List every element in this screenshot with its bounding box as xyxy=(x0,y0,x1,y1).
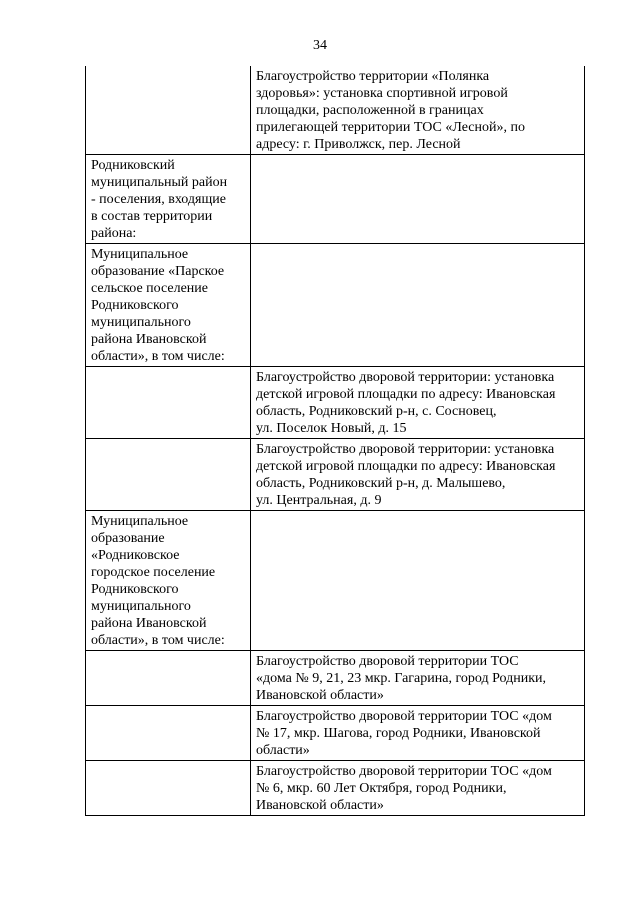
project-cell-line: Благоустройство дворовой территории: установка xyxy=(256,442,555,457)
project-cell-line: область, Родниковский р-н, с. Сосновец, xyxy=(256,404,497,419)
project-cell-line: детской игровой площадки по адресу: Ивановская xyxy=(256,459,556,474)
projects-table xyxy=(85,66,585,816)
project-cell-line: Ивановской области» xyxy=(256,798,384,813)
municipality-cell-line: образование «Парское xyxy=(91,264,225,279)
municipality-cell xyxy=(86,439,251,511)
municipality-cell-line: в состав территории xyxy=(91,209,213,224)
table-row xyxy=(86,651,585,706)
project-cell-line: ул. Центральная, д. 9 xyxy=(256,493,382,508)
table-row xyxy=(86,761,585,816)
municipality-cell-line: Муниципальное xyxy=(91,247,189,262)
project-cell-line: «дома № 9, 21, 23 мкр. Гагарина, город Родники, xyxy=(256,671,547,686)
municipality-cell xyxy=(86,761,251,816)
municipality-cell-line: района: xyxy=(91,226,137,241)
project-cell-line: области» xyxy=(256,743,310,758)
municipality-cell-line: муниципальный район xyxy=(91,175,228,190)
project-cell xyxy=(251,511,585,651)
page-number: 34 xyxy=(313,38,327,53)
municipality-cell-line: образование xyxy=(91,531,165,546)
project-cell xyxy=(251,439,585,511)
project-cell xyxy=(251,244,585,367)
municipality-cell-line: «Родниковское xyxy=(91,548,180,563)
municipality-cell-line: района Ивановской xyxy=(91,616,207,631)
municipality-cell-line: - поселения, входящие xyxy=(91,192,226,207)
project-cell-line: прилегающей территории ТОС «Лесной», по xyxy=(256,120,525,135)
municipality-cell-line: муниципального xyxy=(91,599,191,614)
table-body xyxy=(86,66,585,816)
municipality-cell xyxy=(86,66,251,155)
table-row xyxy=(86,367,585,439)
project-cell-line: Благоустройство дворовой территории ТОС «дом xyxy=(256,764,552,779)
municipality-cell xyxy=(86,244,251,367)
municipality-cell-line: района Ивановской xyxy=(91,332,207,347)
municipality-cell xyxy=(86,155,251,244)
project-cell-line: № 17, мкр. Шагова, город Родники, Ивановской xyxy=(256,726,541,741)
table-row xyxy=(86,66,585,155)
project-cell-line: площадки, расположенной в границах xyxy=(256,103,484,118)
municipality-cell-line: сельское поселение xyxy=(91,281,208,296)
project-cell-line: Благоустройство дворовой территории ТОС xyxy=(256,654,519,669)
project-cell-line: детской игровой площадки по адресу: Ивановская xyxy=(256,387,556,402)
municipality-cell xyxy=(86,706,251,761)
table-row xyxy=(86,706,585,761)
project-cell-line: Благоустройство дворовой территории: установка xyxy=(256,370,555,385)
project-cell-line: № 6, мкр. 60 Лет Октября, город Родники, xyxy=(256,781,507,796)
project-cell-line: ул. Поселок Новый, д. 15 xyxy=(256,421,407,436)
project-cell-line: здоровья»: установка спортивной игровой xyxy=(256,86,508,101)
project-cell-line: Благоустройство дворовой территории ТОС «дом xyxy=(256,709,552,724)
municipality-cell-line: Родниковского xyxy=(91,298,179,313)
municipality-cell xyxy=(86,651,251,706)
municipality-cell-line: Родниковского xyxy=(91,582,179,597)
project-cell-line: Благоустройство территории «Полянка xyxy=(256,69,490,84)
project-cell-line: область, Родниковский р-н, д. Малышево, xyxy=(256,476,506,491)
municipality-cell-line: муниципального xyxy=(91,315,191,330)
project-cell xyxy=(251,66,585,155)
municipality-cell-line: области», в том числе: xyxy=(91,633,225,648)
project-cell xyxy=(251,651,585,706)
table-row xyxy=(86,439,585,511)
municipality-cell-line: Родниковский xyxy=(91,158,175,173)
project-cell xyxy=(251,155,585,244)
municipality-cell xyxy=(86,367,251,439)
municipality-cell xyxy=(86,511,251,651)
project-cell xyxy=(251,706,585,761)
table-row xyxy=(86,155,585,244)
project-cell-line: адресу: г. Приволжск, пер. Лесной xyxy=(256,137,461,152)
project-cell xyxy=(251,367,585,439)
project-cell-line: Ивановской области» xyxy=(256,688,384,703)
municipality-cell-line: городское поселение xyxy=(91,565,216,580)
table-row xyxy=(86,244,585,367)
municipality-cell-line: области», в том числе: xyxy=(91,349,225,364)
municipality-cell-line: Муниципальное xyxy=(91,514,189,529)
project-cell xyxy=(251,761,585,816)
table-row xyxy=(86,511,585,651)
